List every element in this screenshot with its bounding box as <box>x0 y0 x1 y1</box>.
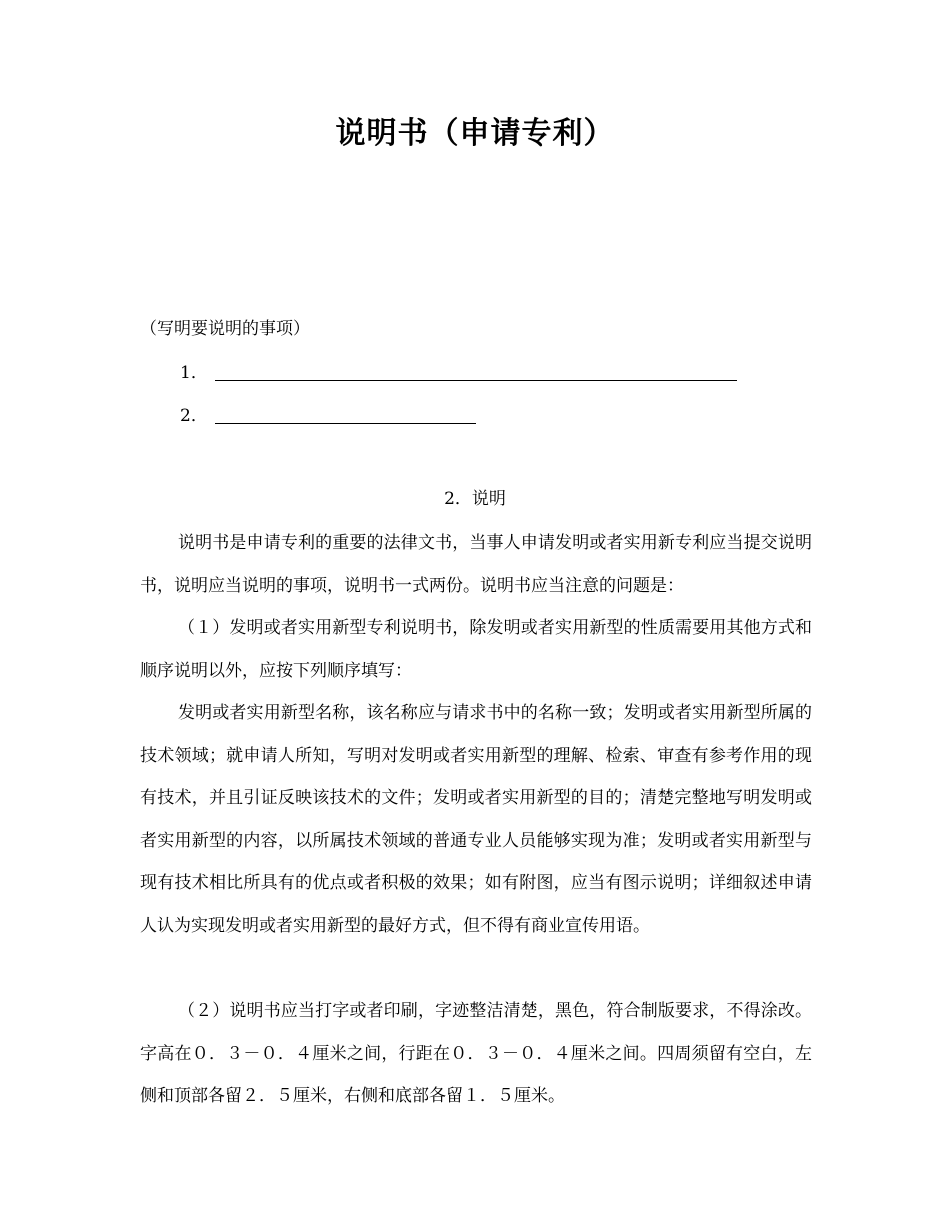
section-heading: 2．说明 <box>444 489 506 509</box>
item-1-blank-line <box>215 380 737 381</box>
paragraph-2: （１）发明或者实用新型专利说明书，除发明或者实用新型的性质需要用其他方式和顺序说明以外，应按下列顺序填写： <box>140 618 812 681</box>
paragraph-3: 发明或者实用新型名称，该名称应与请求书中的名称一致；发明或者实用新型所属的技术领域；就申请人所知，写明对发明或者实用新型的理解、检索、审查有参考作用的现有技术，并且引证反映该技术的文件；发明或者实用新型的目的；清楚完整地写明发明或者实用新型的内容，以所属技术领域的普通专业人员能够实现为准；发明或者实用新型与现有技术相比所具有的优点或者积极的效果；如有附图，应当有图示说明；详细叙述申请人认为实现发明或者实用新型的最好方式，但不得有商业宣传用语。 <box>140 703 812 936</box>
item-1-number: 1． <box>180 363 208 383</box>
item-2-number: 2． <box>180 406 208 426</box>
matters-label: （写明要说明的事项） <box>140 319 310 339</box>
paragraph-4: （２）说明书应当打字或者印刷，字迹整洁清楚，黑色，符合制版要求，不得涂改。字高在０．３－０．４厘米之间，行距在０．３－０．４厘米之间。四周须留有空白，左侧和顶部各留２．５厘米，右侧和底部各留１．５厘米。 <box>140 1001 812 1106</box>
paragraph-1: 说明书是申请专利的重要的法律文书，当事人申请发明或者实用新专利应当提交说明书，说明应当说明的事项，说明书一式两份。说明书应当注意的问题是： <box>140 533 812 596</box>
document-title: 说明书（申请专利） <box>335 116 615 151</box>
item-2-blank-line <box>215 423 476 424</box>
